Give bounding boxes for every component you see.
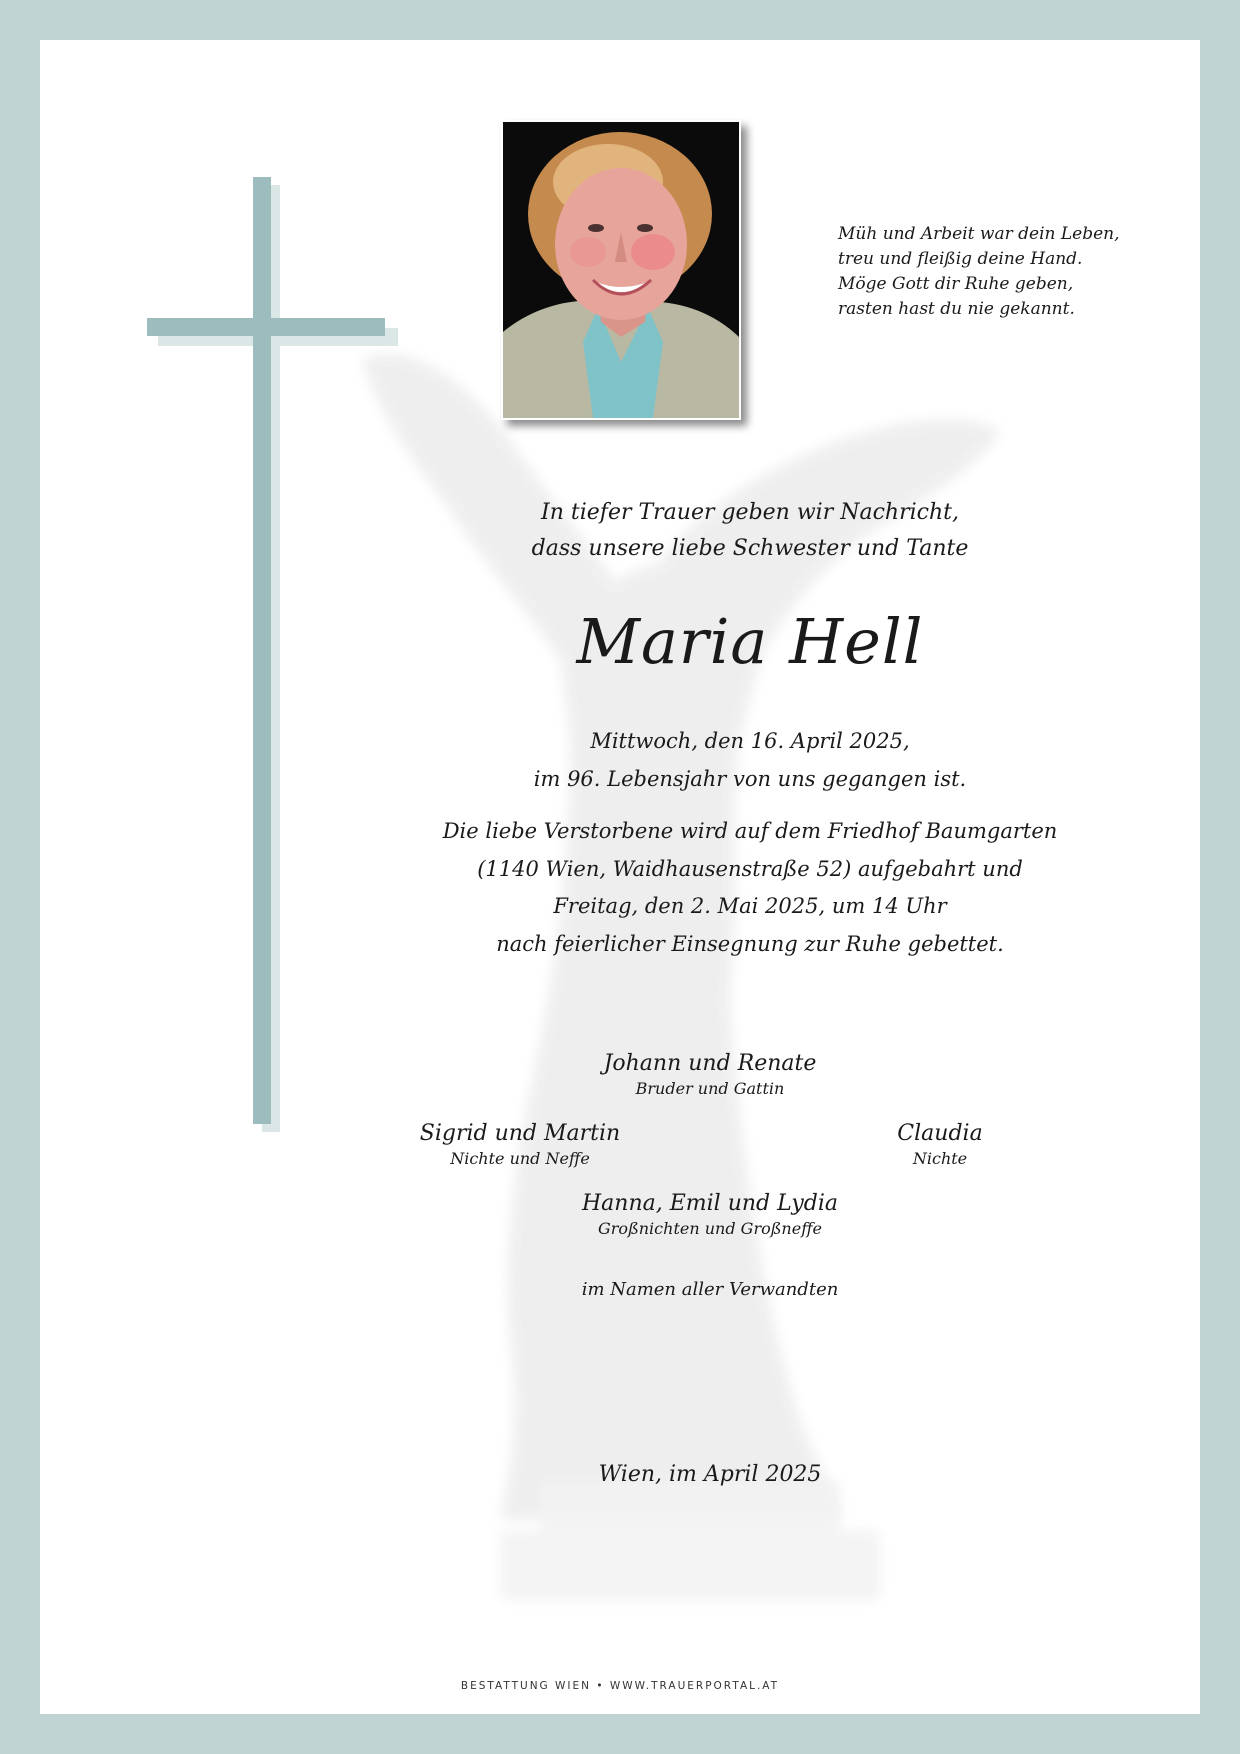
mourner-relation: Bruder und Gattin — [635, 1079, 785, 1098]
intro-line: In tiefer Trauer geben wir Nachricht, — [541, 500, 959, 525]
mourner-relation: Nichte und Neffe — [450, 1149, 590, 1168]
funeral-line: (1140 Wien, Waidhausenstraße 52) aufgebahrt und — [477, 856, 1023, 881]
death-notice — [360, 722, 1140, 798]
mourner-relation: Nichte — [912, 1149, 968, 1168]
intro-line: dass unsere liebe Schwester und Tante — [531, 536, 969, 561]
mourner-names: Claudia — [897, 1121, 983, 1146]
mourner-relation: Großnichten und Großneffe — [598, 1219, 822, 1238]
mourner-names: Hanna, Emil und Lydia — [581, 1191, 839, 1216]
deceased-name: Maria Hell — [576, 605, 924, 678]
funeral-details — [360, 813, 1140, 963]
announcement-intro — [360, 495, 1140, 567]
mourner-group — [830, 1120, 1050, 1170]
mourner-group — [560, 1050, 860, 1100]
footer-publisher: BESTATTUNG WIEN • WWW.TRAUERPORTAL.AT — [460, 1680, 780, 1692]
funeral-line: Freitag, den 2. Mai 2025, um 14 Uhr — [553, 894, 947, 918]
poem-line: Müh und Arbeit war dein Leben, — [838, 224, 1120, 244]
poem-line: Möge Gott dir Ruhe geben, — [838, 274, 1074, 294]
death-date-line: Mittwoch, den 16. April 2025, — [590, 729, 910, 753]
cross-icon-horizontal — [147, 318, 385, 336]
age-line: im 96. Lebensjahr von uns gegangen ist. — [533, 767, 967, 791]
funeral-line: Die liebe Verstorbene wird auf dem Friedhof Baumgarten — [442, 819, 1058, 843]
mourner-group — [540, 1190, 880, 1240]
mourner-group — [370, 1120, 670, 1170]
funeral-line: nach feierlicher Einsegnung zur Ruhe gebettet. — [496, 931, 1004, 956]
mourner-names: Johann und Renate — [603, 1051, 817, 1076]
place-date: Wien, im April 2025 — [598, 1462, 822, 1487]
portrait-photo — [501, 120, 741, 420]
poem-line: rasten hast du nie gekannt. — [838, 299, 1075, 319]
poem-line: treu und fleißig deine Hand. — [838, 249, 1083, 269]
on-behalf-line: im Namen aller Verwandten — [581, 1279, 839, 1300]
obituary-sheet — [40, 40, 1200, 1714]
mourner-names: Sigrid und Martin — [419, 1121, 621, 1146]
memorial-poem — [838, 222, 1158, 322]
